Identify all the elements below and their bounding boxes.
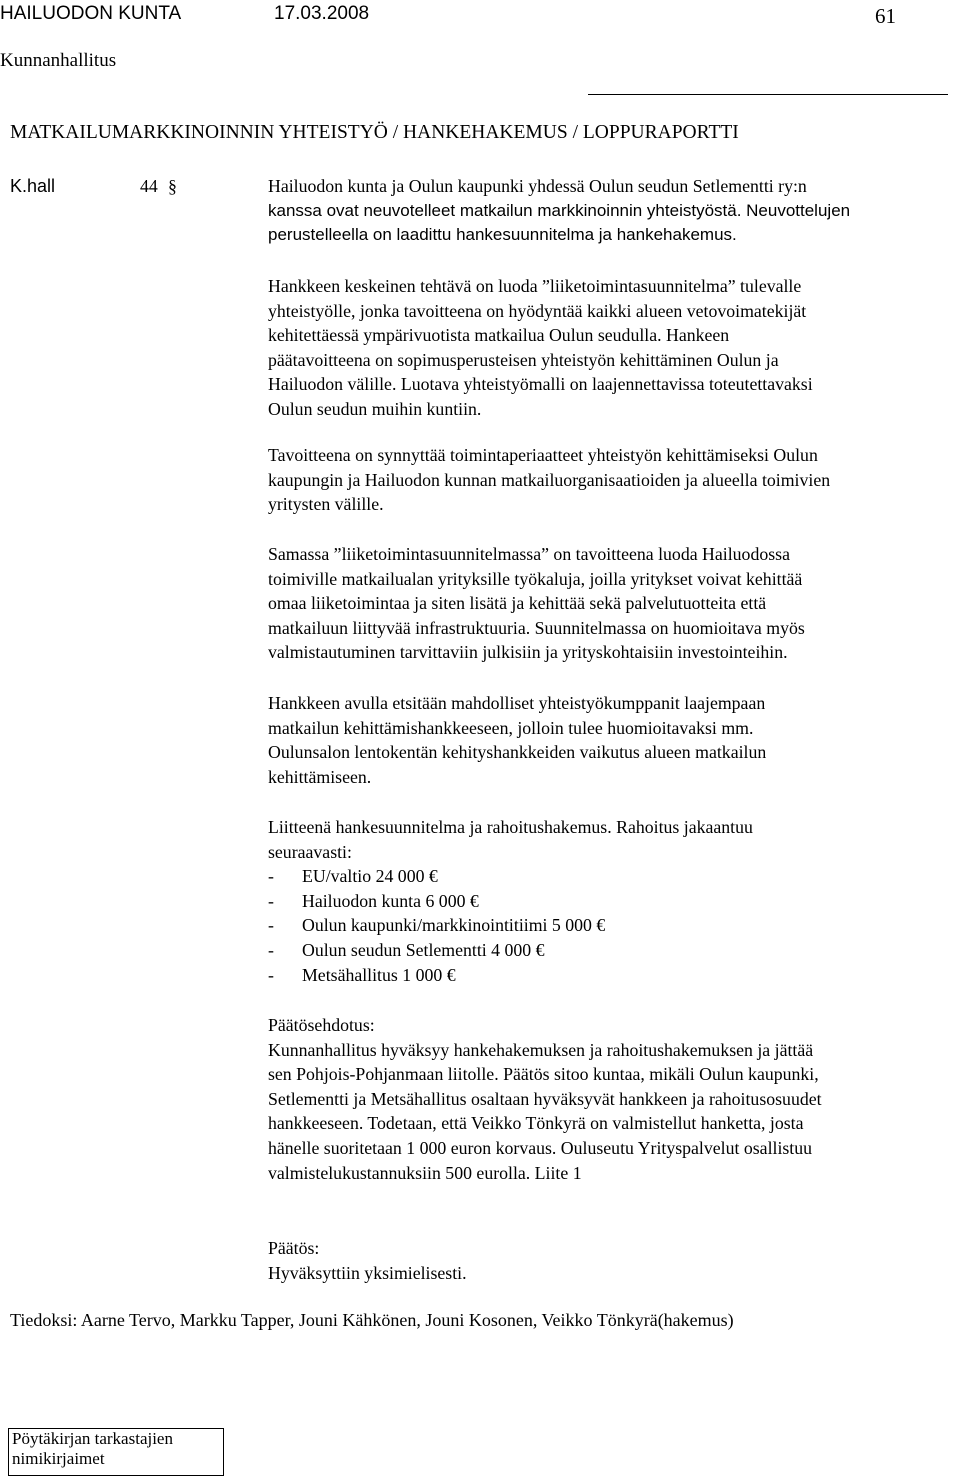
paragraph-intro <box>268 174 958 248</box>
paragraph-line: päätavoitteena on sopimusperusteisen yhteistyön kehittäminen Oulun ja <box>268 349 779 370</box>
case-title: MATKAILUMARKKINOINNIN YHTEISTYÖ / HANKEHAKEMUS / LOPPURAPORTTI <box>10 122 739 143</box>
paragraph-line: matkailun kehittämishankkeeseen, jolloin tulee huomioitavaksi mm. <box>268 717 754 738</box>
paragraph-business-plan <box>268 542 958 665</box>
paragraph-line: sen Pohjois-Pohjanmaan liitolle. Päätös sitoo kuntaa, mikäli Oulun kaupunki, <box>268 1064 819 1085</box>
paragraph-line: Kunnanhallitus hyväksyy hankehakemuksen ja rahoitushakemuksen ja jättää <box>268 1039 814 1060</box>
paragraph-goal <box>268 443 958 517</box>
paragraph-task <box>268 274 958 422</box>
list-item: - Oulun seudun Setlementti 4 000 € <box>268 939 545 960</box>
section-symbol: § <box>168 176 177 196</box>
decision-text: Hyväksyttiin yksimielisesti. <box>268 1262 467 1283</box>
signature-box-line: nimikirjaimet <box>12 1449 105 1468</box>
paragraph-line: Setlementti ja Metsähallitus osaltaan hyväksyvät hankkeen ja rahoitusosuudet <box>268 1088 822 1109</box>
page-number: 61 <box>875 4 896 28</box>
case-label: K.hall <box>10 176 56 196</box>
paragraph-line: Hankkeen avulla etsitään mahdolliset yhteistyökumppanit laajempaan <box>268 693 766 713</box>
paragraph-line: valmistelukustannuksiin 500 eurolla. Liite 1 <box>268 1162 582 1183</box>
paragraph-line: perustelleella on laadittu hankesuunnitelma ja hankehakemus. <box>268 225 737 245</box>
paragraph-line: kaupungin ja Hailuodon kunnan matkailuorganisaatioiden ja alueella toimivien <box>268 469 831 490</box>
list-item: - Metsähallitus 1 000 € <box>268 964 456 985</box>
info-recipients: Tiedoksi: Aarne Tervo, Markku Tapper, Jouni Kähkönen, Jouni Kosonen, Veikko Tönkyrä(hakemus) <box>10 1310 734 1330</box>
paragraph-line: Hankkeen keskeinen tehtävä on luoda ”liiketoimintasuunnitelma” tulevalle <box>268 276 802 296</box>
paragraph-line: Samassa ”liiketoimintasuunnitelmassa” on tavoitteena luoda Hailuodossa <box>268 544 790 564</box>
paragraph-line: hankkeeseen. Todetaan, että Veikko Tönkyrä on valmistellut hanketta, josta <box>268 1113 804 1134</box>
list-item: - EU/valtio 24 000 € <box>268 866 438 887</box>
signature-box-line: Pöytäkirjan tarkastajien <box>12 1429 173 1448</box>
paragraph-line: Hailuodon kunta ja Oulun kaupunki yhdessä Oulun seudun Setlementti ry:n <box>268 176 807 196</box>
paragraph-line: toimiville matkailualan yrityksille työkaluja, joilla yritykset voivat kehittää <box>268 568 803 589</box>
list-item: - Hailuodon kunta 6 000 € <box>268 890 479 911</box>
municipality-name: HAILUODON KUNTA <box>0 3 182 24</box>
document-date: 17.03.2008 <box>274 3 370 24</box>
signature-box <box>8 1428 224 1476</box>
paragraph-line: kehitettäessä ympärivuotista matkailua Oulun seudulla. Hankeen <box>268 325 730 346</box>
paragraph-partners <box>268 691 958 789</box>
paragraph-line: matkailuun liittyvää infrastruktuuria. Suunnitelmassa on huomioitava myös <box>268 617 805 638</box>
paragraph-line: yritysten välille. <box>268 494 384 515</box>
list-item: - Oulun kaupunki/markkinointitiimi 5 000 € <box>268 915 606 936</box>
proposal-label: Päätösehdotus: <box>268 1015 375 1035</box>
paragraph-line: Hailuodon välille. Luotava yhteistyömalli on laajennettavissa toteutettavaksi <box>268 374 813 395</box>
funding-list <box>268 864 958 987</box>
paragraph-line: seuraavasti: <box>268 841 352 862</box>
paragraph-line: yhteistyölle, jonka tavoitteena on hyödyntää kaikki alueen vetovoimatekijät <box>268 300 807 321</box>
paragraph-line: Oulunsalon lentokentän kehityshankkeiden vaikutus alueen matkailun <box>268 742 767 763</box>
paragraph-line: omaa liiketoimintaa ja siten lisätä ja kehittää sekä palvelutuotteita että <box>268 593 767 614</box>
paragraph-line: kehittämiseen. <box>268 766 372 787</box>
header-rule <box>588 94 948 95</box>
paragraph-line: Liitteenä hankesuunnitelma ja rahoitushakemus. Rahoitus jakaantuu <box>268 817 753 837</box>
decision <box>268 1236 958 1285</box>
paragraph-line: valmistautuminen tarvittaviin julkisiin ja yrityskohtaisiin investointeihin. <box>268 642 788 663</box>
paragraph-funding <box>268 815 958 987</box>
council-name: Kunnanhallitus <box>0 50 117 71</box>
paragraph-line: Oulun seudun muihin kuntiin. <box>268 398 482 419</box>
decision-proposal <box>268 1013 958 1185</box>
paragraph-line: Tavoitteena on synnyttää toimintaperiaatteet yhteistyön kehittämiseksi Oulun <box>268 445 818 465</box>
decision-label: Päätös: <box>268 1238 320 1258</box>
case-number: 44 <box>140 176 158 196</box>
paragraph-line: hänelle suoritetaan 1 000 euron korvaus. Ouluseutu Yrityspalvelut osallistuu <box>268 1137 813 1158</box>
paragraph-line: kanssa ovat neuvotelleet matkailun markkinoinnin yhteistyöstä. Neuvottelujen <box>268 200 851 220</box>
